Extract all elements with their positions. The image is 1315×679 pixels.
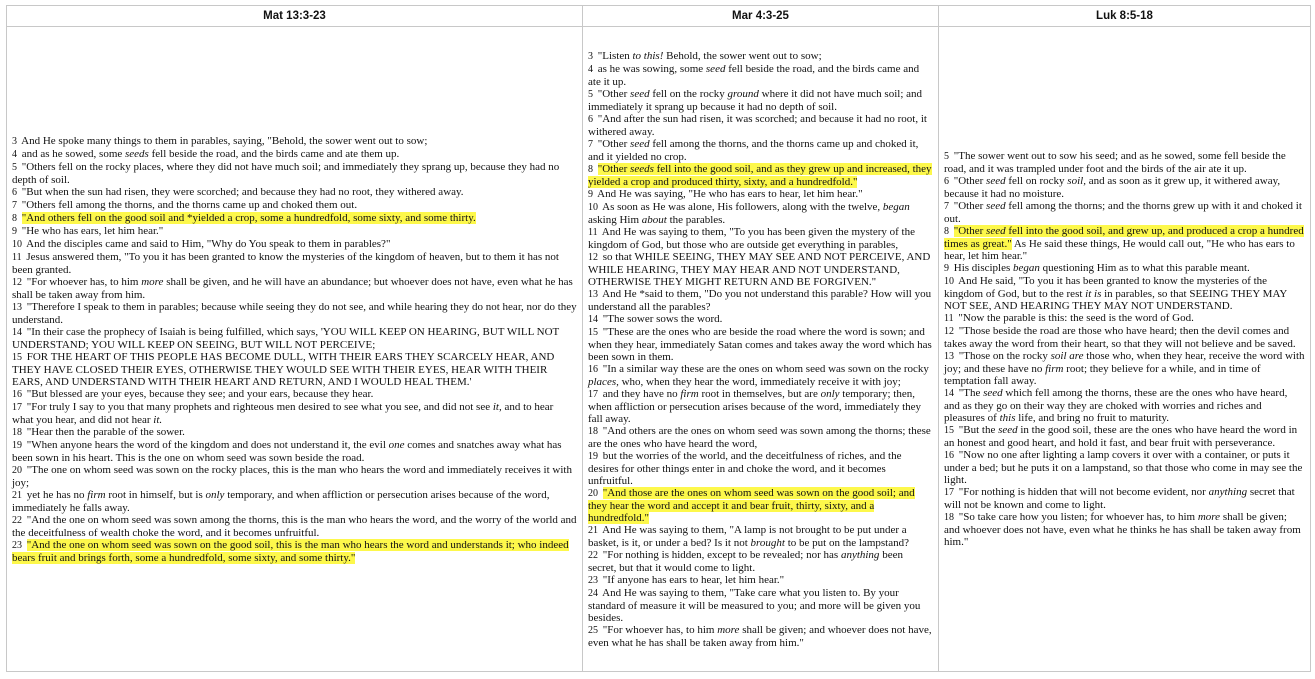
verse-text: seed: [998, 424, 1018, 436]
verse: [588, 63, 933, 88]
verse: [588, 201, 933, 226]
parallel-passages-table: [6, 5, 1311, 672]
verse-text: fell among the thorns, and the thorns came up and choked it, and it yielded no crop.: [588, 137, 919, 163]
verse-number: 23: [12, 539, 22, 551]
verse-number: 25: [588, 624, 598, 636]
verse-text: who, when they hear the word, immediately receive it with joy;: [618, 375, 901, 388]
verse-number: 17: [588, 388, 598, 400]
verse-number: 3: [12, 135, 17, 147]
verse: [588, 251, 933, 288]
verse-number: 21: [588, 524, 598, 536]
verse-text: firm: [87, 488, 106, 501]
verse-text: "And after the sun had risen, it was scorched; and because it had no root, it withered away.: [588, 112, 927, 138]
verse: [588, 524, 933, 549]
verse-number: 16: [944, 450, 954, 461]
verse-text: brought: [750, 536, 785, 549]
verse-text: And He was saying to them, "A lamp is not brought to be put under a basket, is it, or under a bed? Is it not: [588, 523, 907, 549]
verse: [12, 276, 577, 301]
verse-number: 18: [588, 425, 598, 437]
verse-text: temporary, and when affliction or persecution arises because of the word, immediately he falls away.: [12, 488, 550, 514]
verse: [944, 511, 1305, 548]
verse-text: as he was sowing, some: [597, 62, 706, 75]
verse-text: this: [999, 412, 1016, 424]
verse-number: 15: [12, 351, 22, 363]
verse-number: 9: [588, 188, 593, 200]
verse-number: 6: [12, 186, 17, 198]
verse-text: "The: [958, 387, 984, 399]
verse-text: And He *said to them, "Do you not understand this parable? How will you understand all the parables?: [588, 287, 932, 313]
column-header-mark: Mar 4:3-25: [583, 6, 939, 27]
verse-text: Behold, the sower went out to sow;: [663, 49, 822, 62]
verse-text: places,: [588, 375, 619, 388]
verse: [944, 200, 1305, 225]
verse: [12, 225, 577, 238]
verse-text: seed: [986, 200, 1006, 212]
verse-number: 20: [12, 464, 22, 476]
verse-number: 10: [944, 276, 954, 287]
verse: [588, 288, 933, 313]
verse-text: His disciples: [953, 262, 1014, 274]
verse-text: As He said these things, He would call out, "He who has ears to hear, let him hear.": [944, 238, 1295, 262]
verse: [944, 325, 1305, 350]
verse-text: the parables.: [666, 213, 726, 226]
verse-text: questioning Him as to what this parable meant.: [1039, 262, 1250, 274]
verse-text: soil are: [1050, 350, 1084, 362]
verse-text: fell beside the road, and the birds came and ate it up.: [588, 62, 920, 88]
verse-number: 5: [588, 88, 593, 100]
verse-text: and as he sowed, some: [21, 147, 126, 160]
verse: [944, 275, 1305, 312]
verse-text: firm: [680, 387, 699, 400]
verse-text: seed: [705, 62, 726, 75]
verse: [588, 313, 933, 326]
verse-number: 4: [588, 63, 593, 75]
verse: [12, 464, 577, 489]
verse-number: 20: [588, 487, 598, 499]
verse-number: 5: [944, 151, 949, 162]
verse-number: 5: [12, 161, 17, 173]
verse: [12, 199, 577, 212]
verse-text: "For whoever has, to him: [26, 275, 142, 288]
verse-text: it.: [153, 413, 163, 426]
verse: [12, 301, 577, 326]
verse: [588, 188, 933, 201]
verse-number: 13: [944, 351, 954, 362]
verse-text: life, and bring no fruit to maturity.: [1015, 412, 1170, 424]
verse-text: in parables, so that SEEING THEY MAY NOT SEE, AND HEARING THEY MAY NOT UNDERSTAND.: [944, 288, 1287, 312]
verse-number: 7: [944, 201, 949, 212]
verse: [944, 350, 1305, 387]
verse-number: 9: [12, 225, 17, 237]
verse-text: shall be given; and whoever does not have, even what he thinks he has shall be taken away from him.": [944, 511, 1301, 548]
verse-number: 21: [12, 489, 22, 501]
verse: [12, 539, 577, 564]
verse-text: "And the one on whom seed was sown among the thorns, this is the man who hears the word, and the worry of the world and the deceitfulness of wealth choke the word, and it becomes unfruitful.: [12, 513, 577, 539]
passage-row: [7, 27, 1311, 672]
verse-text: "And those are the ones on whom seed was sown on the good soil; and they hear the word and accept it and bear fruit, thirty, sixty, and a hundredfold.": [588, 486, 915, 524]
verse-number: 14: [12, 326, 22, 338]
verse-text: "The sower went out to sow his seed; and as he sowed, some fell beside the road, and it was trampled under foot and the birds of the air ate it up.: [944, 150, 1286, 175]
verse-text: shall be given, and he will have an abundance; but whoever does not have, even what he has shall be taken away from him.: [12, 275, 573, 301]
verse: [12, 186, 577, 199]
verse-text: "Other: [597, 87, 631, 100]
verse: [588, 88, 933, 113]
verse: [12, 514, 577, 539]
verse-text: firm: [1045, 363, 1064, 375]
verse-number: 22: [12, 514, 22, 526]
verse: [12, 326, 577, 351]
verse-text: temporary; then, when affliction or persecution arises because of the word, immediately they fall away.: [588, 387, 922, 425]
verse-text: And He was saying, "He who has ears to hear, let him hear.": [597, 187, 863, 200]
verse-text: "Now no one after lighting a lamp covers it over with a container, or puts it under a bed; but he puts it on a lampstand, so that those who come in may see the light.: [944, 449, 1303, 486]
verse-number: 7: [588, 138, 593, 150]
verse: [12, 489, 577, 514]
verse: [588, 624, 933, 649]
verse-text: but the worries of the world, and the deceitfulness of riches, and the desires for other things enter in and choke the word, and it becomes unfruitful.: [588, 449, 902, 487]
verse: [588, 326, 933, 363]
column-header-luke: Luk 8:5-18: [939, 6, 1311, 27]
verse-number: 17: [12, 401, 22, 413]
verse-text: fell on the rocky: [649, 87, 728, 100]
verse: [588, 450, 933, 487]
verse: [944, 150, 1305, 175]
verse-text: been secret, but that it would come to light.: [588, 548, 903, 574]
verse: [944, 225, 1305, 262]
verse-text: soil,: [1067, 175, 1086, 187]
verse-text: "The sower sows the word.: [602, 312, 723, 325]
verse-number: 11: [944, 313, 954, 324]
verse-number: 15: [944, 425, 954, 436]
verse-text: And the disciples came and said to Him, "Why do You speak to them in parables?": [26, 237, 391, 250]
verse-number: 12: [12, 276, 22, 288]
verse-text: "Other: [597, 137, 631, 150]
verse: [588, 113, 933, 138]
verse-number: 15: [588, 326, 598, 338]
verse-text: "And the one on whom seed was sown on the good soil, this is the man who hears the word and understands it; who indeed bears fruit and brings forth, some a hundredfold, some sixty, and some thirty.": [12, 538, 569, 564]
verse-number: 14: [588, 313, 598, 325]
column-header-matthew: Mat 13:3-23: [7, 6, 583, 27]
verse-number: 12: [944, 326, 954, 337]
passage-cell-mark: [583, 27, 939, 672]
verse-text: comes and snatches away what has been sown in his heart. This is the one on whom seed was sown beside the road.: [12, 438, 562, 464]
verse-text: fell into the good soil, and grew up, and produced a crop a hundred times as great.": [944, 225, 1304, 250]
header-row: [7, 6, 1311, 27]
verse-text: those who, when they hear, receive the word with joy; and these have no: [944, 350, 1305, 375]
verse: [12, 388, 577, 401]
verse-text: asking Him: [588, 213, 642, 226]
verse-text: seed: [630, 87, 650, 100]
verse-text: it,: [492, 400, 502, 413]
verse-text: where it did not have much soil; and immediately it sprang up because it had no depth of soil.: [588, 87, 923, 113]
verse-text: secret that will not be known and come to light.: [944, 486, 1295, 511]
verse-text: and they have no: [602, 387, 681, 400]
verse-text: only: [205, 488, 225, 501]
verse-text: fell into the good soil, and as they grew up and increased, they yielded a crop and produced thirty, sixty, and a hundredfold.": [588, 162, 932, 188]
verse-text: "Other: [953, 225, 987, 237]
verse-text: Jesus answered them, "To you it has been granted to know the mysteries of the kingdom of heaven, but to them it has not been granted.: [12, 250, 559, 276]
verse-number: 10: [588, 201, 598, 213]
verse-number: 7: [12, 199, 17, 211]
verse: [12, 251, 577, 276]
verse-text: only: [820, 387, 840, 400]
verse: [12, 161, 577, 186]
verse-text: in the good soil, these are the ones who have heard the word in an honest and good heart, and hold it fast, and bear fruit with perseverance.: [944, 424, 1298, 449]
verse-text: fell on rocky: [1005, 175, 1068, 187]
verse-text: ground: [727, 87, 759, 100]
verse-number: 12: [588, 251, 598, 263]
verse-text: "If anyone has ears to hear, let him hear.": [602, 573, 785, 586]
verse-text: And He spoke many things to them in parables, saying, "Behold, the sower went out to sow;: [21, 134, 428, 147]
verse-number: 19: [588, 450, 598, 462]
verse-text: "For whoever has, to him: [602, 623, 718, 636]
verse: [588, 50, 933, 63]
verse: [12, 212, 577, 225]
verse-text: FOR THE HEART OF THIS PEOPLE HAS BECOME DULL, WITH THEIR EARS THEY SCARCELY HEAR, AND THEY HAVE CLOSED THEIR EYES, OTHERWISE THEY WOULD SEE WITH THEIR EYES, HEAR WITH THEIR EARS, AND UNDERSTAND WITH THEIR HEART AND RETURN, AND I WOULD HEAL THEM.': [12, 350, 555, 388]
verse-number: 11: [12, 251, 22, 263]
verse-text: "But blessed are your eyes, because they see; and your ears, because they hear.: [26, 387, 374, 400]
verse: [12, 439, 577, 464]
verse: [588, 549, 933, 574]
verse-text: "Others fell among the thorns, and the thorns came up and choked them out.: [21, 198, 358, 211]
verse-text: seeds: [630, 162, 654, 175]
verse-number: 13: [12, 301, 22, 313]
verse-text: "And others are the ones on whom seed was sown among the thorns; these are the ones who have heard the word,: [588, 424, 931, 450]
verse-number: 16: [12, 388, 22, 400]
verse-text: root in themselves, but are: [698, 387, 821, 400]
verse-text: anything: [1208, 486, 1248, 498]
verse-text: seed: [986, 225, 1006, 237]
verse-number: 13: [588, 288, 598, 300]
verse: [588, 163, 933, 188]
verse: [944, 262, 1305, 275]
verse-text: "Other: [953, 200, 987, 212]
passage-cell-luke: [939, 27, 1311, 672]
verse: [944, 424, 1305, 449]
verse-text: "Other: [597, 162, 631, 175]
passage-cell-matthew: [7, 27, 583, 672]
verse-text: "Now the parable is this: the seed is the word of God.: [958, 312, 1194, 324]
verse-text: seed: [986, 175, 1006, 187]
verse-number: 8: [944, 226, 949, 237]
verse-text: And He said, "To you it has been granted to know the mysteries of the kingdom of God, but to the rest: [944, 275, 1268, 300]
verse-text: began: [1013, 262, 1040, 274]
verse-text: to this!: [632, 49, 664, 62]
verse-text: "When anyone hears the word of the kingdom and does not understand it, the evil: [26, 438, 389, 451]
verse-number: 6: [944, 176, 949, 187]
verse-number: 11: [588, 226, 598, 238]
verse-number: 14: [944, 388, 954, 399]
verse-number: 22: [588, 549, 598, 561]
verse-text: about: [641, 213, 667, 226]
verse-text: seeds: [125, 147, 149, 160]
verse: [944, 175, 1305, 200]
verse: [12, 238, 577, 251]
verse-text: seed: [983, 387, 1003, 399]
verse-text: "Hear then the parable of the sower.: [26, 425, 185, 438]
verse: [588, 388, 933, 425]
verse: [12, 426, 577, 439]
verse-text: "Others fell on the rocky places, where they did not have much soil; and immediately they sprang up, because they had no depth of soil.: [12, 160, 560, 186]
verse-text: and as soon as it grew up, it withered away, because it had no moisture.: [944, 175, 1281, 200]
verse: [12, 351, 577, 388]
verse-text: one: [388, 438, 405, 451]
verse: [588, 587, 933, 624]
verse: [588, 226, 933, 251]
verse-text: "The one on whom seed was sown on the rocky places, this is the man who hears the word and immediately receives it with joy;: [12, 463, 572, 489]
verse-text: root in himself, but is: [105, 488, 206, 501]
verse: [944, 312, 1305, 325]
verse-text: "But the: [958, 424, 999, 436]
verse-text: began: [882, 200, 910, 213]
verse-text: "For nothing is hidden, except to be revealed; nor has: [602, 548, 841, 561]
verse-text: "Listen: [597, 49, 633, 62]
verse-number: 24: [588, 587, 598, 599]
verse-number: 23: [588, 574, 598, 586]
verse-number: 3: [588, 50, 593, 62]
verse-number: 4: [12, 148, 17, 160]
verse-text: "Therefore I speak to them in parables; because while seeing they do not see, and while hearing they do not hear, nor do they understand.: [12, 300, 577, 326]
verse-text: "Other: [953, 175, 987, 187]
verse: [944, 449, 1305, 486]
verse-text: it is: [1085, 288, 1102, 300]
verse-text: and to hear what you hear, and did not hear: [12, 400, 554, 426]
verse-text: fell beside the road, and the birds came and ate them up.: [148, 147, 400, 160]
verse-text: yet he has no: [26, 488, 88, 501]
verse-text: "But when the sun had risen, they were scorched; and because they had no root, they withered away.: [21, 185, 464, 198]
verse-text: fell among the thorns; and the thorns grew up with it and choked it out.: [944, 200, 1302, 225]
verse: [944, 387, 1305, 424]
verse-text: root; they believe for a while, and in time of temptation fall away.: [944, 363, 1261, 387]
verse-number: 16: [588, 363, 598, 375]
verse-text: "In their case the prophecy of Isaiah is being fulfilled, which says, 'YOU WILL KEEP ON HEARING, BUT WILL NOT UNDERSTAND; YOU WILL KEEP ON SEEING, BUT WILL NOT PERCEIVE;: [12, 325, 560, 351]
verse-text: As soon as He was alone, His followers, along with the twelve,: [602, 200, 883, 213]
verse: [944, 486, 1305, 511]
verse-text: "Those on the rocky: [958, 350, 1051, 362]
verse-number: 19: [12, 439, 22, 451]
verse-text: more: [717, 623, 740, 636]
verse: [12, 148, 577, 161]
verse-number: 17: [944, 487, 954, 498]
verse-number: 10: [12, 238, 22, 250]
verse: [588, 487, 933, 524]
verse-text: shall be given; and whoever does not have, even what he has shall be taken away from him.": [588, 623, 932, 649]
verse-number: 18: [944, 512, 954, 523]
verse-text: "These are the ones who are beside the road where the word is sown; and when they hear, immediately Satan comes and takes away the word which has been sown in them.: [588, 325, 932, 363]
verse-text: to be put on the lampstand?: [784, 536, 909, 549]
verse-text: "For truly I say to you that many prophets and righteous men desired to see what you see, and did not see: [26, 400, 493, 413]
verse: [12, 401, 577, 426]
verse-number: 6: [588, 113, 593, 125]
verse-number: 8: [12, 212, 17, 224]
verse-text: "He who has ears, let him hear.": [21, 224, 164, 237]
verse-text: anything: [840, 548, 880, 561]
verse: [588, 574, 933, 587]
verse-number: 8: [588, 163, 593, 175]
verse-text: seed: [630, 137, 650, 150]
verse: [588, 425, 933, 450]
verse-text: which fell among the thorns, these are the ones who have heard, and as they go on their way they are choked with worries and riches and pleasures of: [944, 387, 1288, 424]
verse: [12, 135, 577, 148]
verse: [588, 363, 933, 388]
verse-number: 9: [944, 263, 949, 274]
verse-text: "And others fell on the good soil and *yielded a crop, some a hundredfold, some sixty, and some thirty.: [21, 211, 476, 224]
verse-text: "Those beside the road are those who have heard; then the devil comes and takes away the word from their heart, so that they will not believe and be saved.: [944, 325, 1296, 350]
verse: [588, 138, 933, 163]
verse-text: And He was saying to them, "To you has been given the mystery of the kingdom of God, but those who are outside get everything in parables,: [588, 225, 915, 251]
verse-text: "In a similar way these are the ones on whom seed was sown on the rocky: [602, 362, 929, 375]
verse-text: "For nothing is hidden that will not become evident, nor: [958, 486, 1209, 498]
verse-number: 18: [12, 426, 22, 438]
verse-text: "So take care how you listen; for whoever has, to him: [958, 511, 1198, 523]
verse-text: And He was saying to them, "Take care what you listen to. By your standard of measure it will be measured to you; and more will be given you besides.: [588, 586, 921, 624]
verse-text: so that WHILE SEEING, THEY MAY SEE AND NOT PERCEIVE, AND WHILE HEARING, THEY MAY HEAR AND NOT UNDERSTAND, OTHERWISE THEY MIGHT RETURN AND BE FORGIVEN.": [588, 250, 931, 288]
verse-text: more: [1197, 511, 1221, 523]
verse-text: more: [141, 275, 164, 288]
